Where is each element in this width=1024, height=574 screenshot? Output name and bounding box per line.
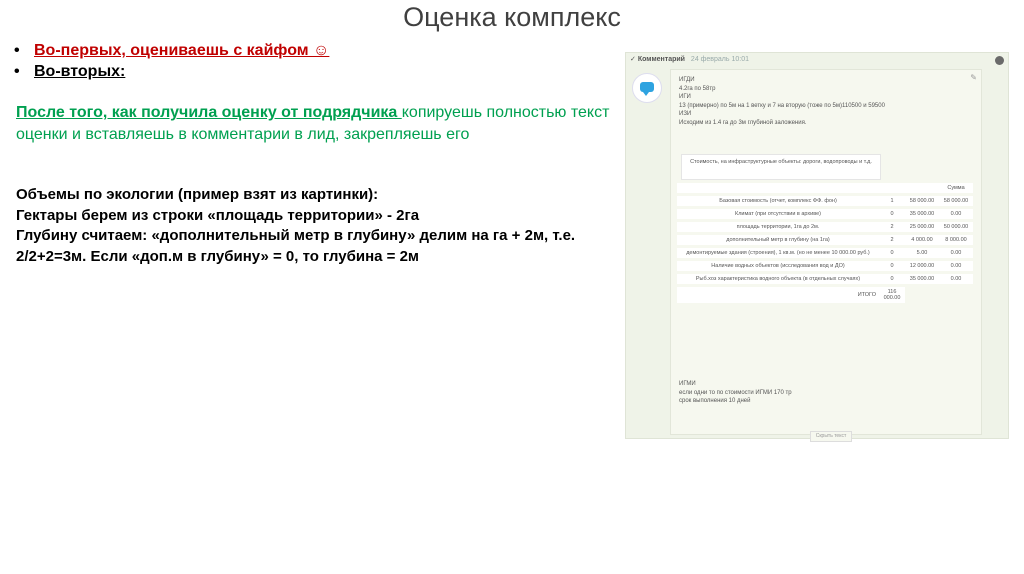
row-qty: 0 bbox=[879, 261, 905, 271]
comment-screenshot bbox=[625, 52, 1009, 439]
comment-footer-notes bbox=[679, 380, 792, 406]
row-sum: 58 000.00 bbox=[939, 196, 973, 206]
table-row bbox=[677, 248, 973, 258]
row-price: 35 000.00 bbox=[905, 209, 939, 219]
row-name: Наличие водных объектов (исследования вод и ДО) bbox=[677, 261, 879, 271]
footer-line: если одни то по стоимости ИГМИ 170 тр bbox=[679, 389, 792, 396]
row-sum: 50 000.00 bbox=[939, 222, 973, 232]
comment-notes bbox=[679, 76, 885, 127]
price-table bbox=[677, 180, 973, 306]
bullet-list bbox=[14, 40, 614, 82]
total-value: 116 000.00 bbox=[879, 287, 905, 303]
row-sum: 8 000.00 bbox=[939, 235, 973, 245]
check-icon: ✓ bbox=[630, 56, 636, 63]
row-qty: 0 bbox=[879, 209, 905, 219]
row-price: 58 000.00 bbox=[905, 196, 939, 206]
bullet-dot: • bbox=[14, 42, 20, 59]
slide-title: Оценка комплекс bbox=[403, 2, 621, 32]
row-price: 5.00 bbox=[905, 248, 939, 258]
footer-line: ИГМИ bbox=[679, 381, 696, 387]
note-line: ИЗИ bbox=[679, 111, 692, 117]
ecology-line-2: Гектары берем из строки «площадь территории» - 2га bbox=[16, 206, 420, 224]
row-name: Базовая стоимость (отчет, комплекс ФФ. фон) bbox=[677, 196, 879, 206]
table-row bbox=[677, 209, 973, 219]
avatar[interactable] bbox=[995, 56, 1004, 65]
ecology-line-3: Глубину считаем: «дополнительный метр в глубину» делим на га + 2м, т.е. bbox=[16, 227, 576, 244]
bullet-item-first bbox=[14, 40, 614, 61]
table-row bbox=[677, 235, 973, 245]
table-row bbox=[677, 261, 973, 271]
bullet-text-second: Во-вторых: bbox=[34, 63, 126, 80]
bullet-text-first: Во-первых, оцениваешь с кайфом ☺ bbox=[34, 42, 330, 59]
table-title: Стоимость, на инфраструктурные объекты: дороги, водопроводы и т.д. bbox=[681, 154, 881, 180]
comment-author: Комментарий bbox=[637, 56, 685, 63]
row-price: 35 000.00 bbox=[905, 274, 939, 284]
table-row bbox=[677, 196, 973, 206]
comment-date: 24 февраль 10:01 bbox=[690, 56, 750, 63]
pencil-icon[interactable]: ✎ bbox=[970, 73, 977, 82]
note-line: ИГДИ bbox=[679, 77, 695, 83]
ecology-line-4: 2/2+2=3м. Если «доп.м в глубину» = 0, то глубина = 2м bbox=[16, 247, 420, 265]
price-table-wrap bbox=[677, 154, 973, 306]
footer-line: срок выполнения 10 дней bbox=[679, 398, 751, 404]
ecology-line-1: Объемы по экологии (пример взят из картинки): bbox=[16, 186, 379, 203]
row-qty: 0 bbox=[879, 274, 905, 284]
instruction-paragraph bbox=[16, 102, 616, 146]
comment-card bbox=[670, 69, 982, 435]
row-sum: 0.00 bbox=[939, 274, 973, 284]
sum-header: Сумма bbox=[939, 183, 973, 193]
row-sum: 0.00 bbox=[939, 209, 973, 219]
note-line: 4.2га по 58тр bbox=[679, 85, 716, 92]
bullet-dot: • bbox=[14, 63, 20, 80]
note-line: 13 (примерно) по 5м на 1 ветку и 7 на вторую (тоже по 5м)110500 и 59500 bbox=[679, 102, 885, 109]
comment-header bbox=[630, 55, 749, 63]
bullet-item-second bbox=[14, 61, 614, 82]
row-name: Рыб.хоз характеристика водного объекта (в отдельных случаях) bbox=[677, 274, 879, 284]
row-qty: 1 bbox=[879, 196, 905, 206]
row-sum: 0.00 bbox=[939, 261, 973, 271]
total-label: ИТОГО bbox=[677, 287, 879, 303]
row-sum: 0.00 bbox=[939, 248, 973, 258]
chat-icon bbox=[632, 73, 662, 103]
row-name: площадь территории, 1га до 2м. bbox=[677, 222, 879, 232]
total-row bbox=[677, 287, 973, 303]
row-qty: 0 bbox=[879, 248, 905, 258]
row-price: 12 000.00 bbox=[905, 261, 939, 271]
row-qty: 2 bbox=[879, 222, 905, 232]
row-price: 4 000.00 bbox=[905, 235, 939, 245]
table-row bbox=[677, 222, 973, 232]
row-price: 25 000.00 bbox=[905, 222, 939, 232]
instruction-underlined: После того, как получила оценку от подрядчика bbox=[16, 104, 402, 121]
table-row bbox=[677, 274, 973, 284]
collapse-text-button[interactable]: Скрыть текст bbox=[810, 431, 852, 442]
ecology-text bbox=[16, 185, 616, 267]
note-line: Исходим из 1.4 га до 3м глубиной заложения. bbox=[679, 119, 807, 126]
note-line: ИГИ bbox=[679, 94, 691, 100]
instruction-rest: копируешь полностью текст оценки и вставляешь в комментарии в лид, закрепляешь его bbox=[16, 104, 610, 143]
row-name: дополнительный метр в глубину (на 1га) bbox=[677, 235, 879, 245]
row-qty: 2 bbox=[879, 235, 905, 245]
row-name: Климат (при отсутствии в архиве) bbox=[677, 209, 879, 219]
table-header-row bbox=[677, 183, 973, 193]
row-name: демонтируемые здания (строения), 1 кв.м. (но не менее 10 000.00 руб.) bbox=[677, 248, 879, 258]
